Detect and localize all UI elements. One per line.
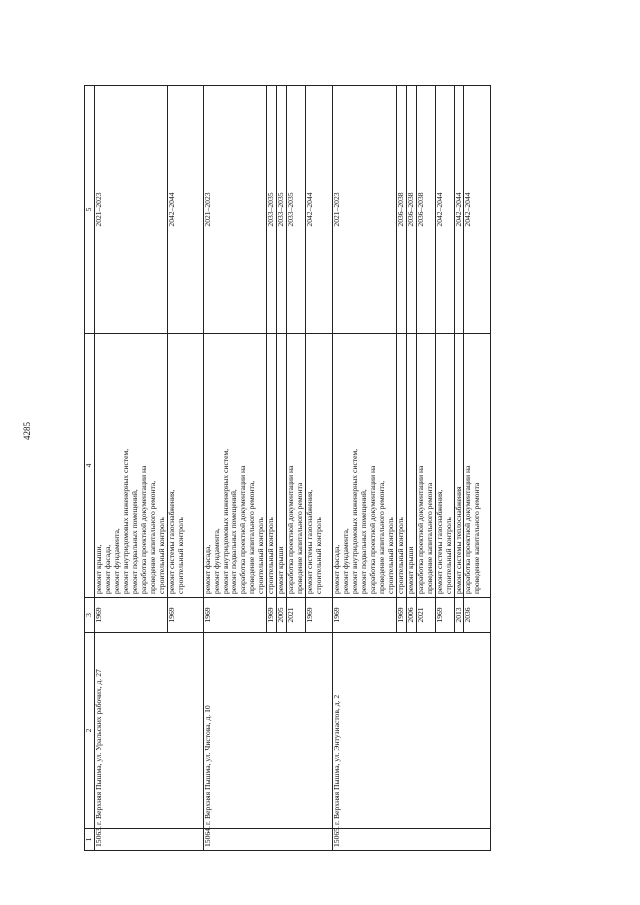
works-cell [306, 334, 333, 598]
work-item: проведение капитального ремонта, [376, 480, 386, 594]
period-cell: 2021–2023 [203, 86, 267, 334]
work-item: строительный контроль [443, 517, 453, 594]
year-cell: 1969 [396, 598, 406, 633]
works-cell [287, 334, 306, 598]
work-item: строительный контроль [266, 517, 276, 594]
header-col-2: 2 [85, 633, 95, 829]
year-cell: 1969 [333, 598, 397, 633]
year-cell: 1969 [167, 598, 203, 633]
year-cell: 1969 [435, 598, 454, 633]
works-cell [454, 334, 464, 598]
work-item: разработка проектной документации на [463, 465, 473, 594]
works-cell [267, 334, 277, 598]
work-item: ремонт фундамента, [111, 528, 121, 594]
header-col-3: 3 [85, 598, 95, 633]
page-number: 4285 [22, 422, 32, 440]
year-cell: 2036 [464, 598, 491, 633]
works-cell [406, 334, 416, 598]
work-item: проведение капитального ремонта, [147, 480, 157, 594]
building-address: г. Верхняя Пышма, ул. Энтузиастов, д. 2 [333, 633, 491, 829]
work-item: ремонт фасада, [202, 544, 212, 594]
works-cell [396, 334, 406, 598]
table-row [333, 86, 397, 851]
period-cell: 2042–2044 [435, 86, 454, 334]
work-item: ремонт фундамента, [341, 528, 351, 594]
table-body [95, 86, 491, 851]
period-cell: 2042–2044 [454, 86, 464, 334]
work-item: ремонт системы газоснабжения, [305, 489, 315, 594]
works-cell [416, 334, 435, 598]
works-cell [167, 334, 203, 598]
table-row [203, 86, 267, 851]
work-item: ремонт системы теплоснабжения [453, 486, 463, 594]
work-item: проведение капитального ремонта [295, 482, 305, 594]
work-item: разработка проектной документации на [367, 465, 377, 594]
work-item: разработка проектной документации на [286, 465, 296, 594]
work-item: ремонт фасада, [332, 544, 342, 594]
header-col-4: 4 [85, 334, 95, 598]
work-item: разработка проектной документации на [138, 465, 148, 594]
repair-schedule-table [84, 85, 491, 851]
work-item: ремонт внутридомовых инженерных систем, [220, 448, 230, 594]
period-cell: 2036–2038 [396, 86, 406, 334]
year-cell: 2005 [277, 598, 287, 633]
item-number: 15063. [95, 829, 204, 851]
work-item: ремонт подвальных помещений, [229, 489, 239, 594]
work-item: строительный контроль [314, 517, 324, 594]
work-item: ремонт крыши [276, 546, 286, 594]
table-row [95, 86, 168, 851]
rotated-page-content [84, 86, 577, 851]
period-cell: 2033–2035 [287, 86, 306, 334]
year-cell: 2006 [406, 598, 416, 633]
work-item: ремонт подвальных помещений, [358, 489, 368, 594]
works-cell [203, 334, 267, 598]
work-item: строительный контроль [256, 517, 266, 594]
works-cell [464, 334, 491, 598]
header-col-1: 1 [85, 829, 95, 851]
works-cell [435, 334, 454, 598]
work-item: проведение капитального ремонта [472, 482, 482, 594]
period-cell: 2042–2044 [464, 86, 491, 334]
year-cell: 1969 [95, 598, 168, 633]
works-cell [95, 334, 168, 598]
item-number: 15065. [333, 829, 491, 851]
works-cell [333, 334, 397, 598]
year-cell: 1969 [203, 598, 267, 633]
header-col-5: 5 [85, 86, 95, 334]
work-item: строительный контроль [385, 517, 395, 594]
work-item: строительный контроль [175, 517, 185, 594]
year-cell: 2013 [454, 598, 464, 633]
table-header [85, 86, 95, 851]
building-address: г. Верхняя Пышма, ул. Уральских рабочих, д. 27 [95, 633, 204, 829]
work-item: ремонт крыши [405, 546, 415, 594]
work-item: ремонт системы газоснабжения, [434, 489, 444, 594]
period-cell: 2033–2035 [267, 86, 277, 334]
year-cell: 1969 [306, 598, 333, 633]
work-item: ремонт внутридомовых инженерных систем, [120, 448, 130, 594]
year-cell: 2021 [287, 598, 306, 633]
work-item: разработка проектной документации на [238, 465, 248, 594]
period-cell: 2021–2023 [95, 86, 168, 334]
work-item: ремонт фасада, [102, 544, 112, 594]
item-number: 15064. [203, 829, 332, 851]
period-cell: 2042–2044 [306, 86, 333, 334]
work-item: разработка проектной документации на [415, 465, 425, 594]
period-cell: 2021–2023 [333, 86, 397, 334]
work-item: ремонт фундамента, [211, 528, 221, 594]
work-item: проведение капитального ремонта [424, 482, 434, 594]
work-item: ремонт системы газоснабжения, [166, 489, 176, 594]
building-address: г. Верхняя Пышма, ул. Чистова, д. 10 [203, 633, 332, 829]
work-item: строительный контроль [395, 517, 405, 594]
period-cell: 2033–2035 [277, 86, 287, 334]
period-cell: 2042–2044 [167, 86, 203, 334]
work-item: ремонт подвальных помещений, [129, 489, 139, 594]
year-cell: 2021 [416, 598, 435, 633]
work-item: ремонт крыши, [94, 544, 103, 594]
period-cell: 2036–2038 [406, 86, 416, 334]
work-item: ремонт внутридомовых инженерных систем, [350, 448, 360, 594]
work-item: проведение капитального ремонта, [247, 480, 257, 594]
period-cell: 2036–2038 [416, 86, 435, 334]
works-cell [277, 334, 287, 598]
year-cell: 1969 [267, 598, 277, 633]
work-item: строительный контроль [156, 517, 166, 594]
